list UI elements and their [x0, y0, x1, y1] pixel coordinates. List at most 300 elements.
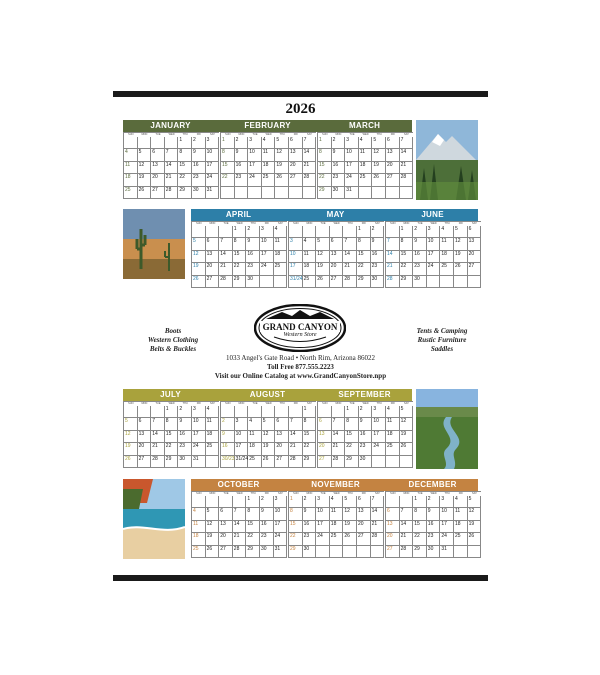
- day-number: 12: [193, 250, 199, 257]
- day-number: 29: [346, 455, 352, 462]
- weekday-header: SUN: [322, 402, 328, 405]
- day-number: 18: [387, 430, 393, 437]
- day-number: 21: [290, 443, 296, 450]
- day-cell: [124, 149, 138, 161]
- day-number: 28: [165, 186, 172, 193]
- month-grid: [220, 401, 316, 468]
- day-number: 22: [319, 174, 325, 181]
- day-cell: [289, 226, 303, 238]
- day-number: 4: [249, 418, 252, 425]
- day-number: 20: [152, 174, 158, 181]
- day-cell: [206, 456, 220, 468]
- day-cell: [206, 226, 220, 238]
- day-cell: [124, 162, 138, 174]
- day-cell: [262, 456, 276, 468]
- day-cell: [235, 456, 249, 468]
- day-cell: [221, 406, 235, 418]
- day-number: 3: [373, 406, 377, 412]
- day-cell: [332, 137, 346, 149]
- service-item: Saddles: [430, 345, 454, 353]
- weekday-header: MON: [403, 222, 410, 225]
- day-cell: [359, 418, 373, 430]
- day-cell: [343, 276, 357, 288]
- day-number: 26: [455, 263, 461, 270]
- day-number: 6: [319, 418, 322, 425]
- weekday-header: WED: [236, 492, 243, 495]
- day-cell: [440, 263, 454, 275]
- day-number: 8: [290, 508, 293, 515]
- day-cell: [289, 137, 303, 149]
- month-name: SEPTEMBER: [338, 390, 391, 399]
- month-name: AUGUST: [249, 390, 286, 399]
- day-cell: [233, 263, 247, 275]
- day-cell: [357, 226, 371, 238]
- day-cell: [206, 137, 220, 149]
- day-number: 4: [303, 238, 307, 245]
- day-number: 10: [427, 238, 434, 245]
- day-number: 21: [400, 533, 407, 540]
- weekday-header: FRI: [361, 222, 366, 225]
- day-cell: [289, 546, 303, 558]
- day-number: 2: [193, 137, 196, 143]
- day-number: 4: [330, 496, 334, 502]
- day-number: 9: [261, 508, 264, 515]
- weekday-header: SAT: [210, 402, 215, 405]
- month-band: [123, 389, 412, 401]
- day-cell: [359, 137, 373, 149]
- weekday-header: THU: [376, 133, 382, 136]
- day-number: 14: [400, 149, 407, 156]
- day-cell: [151, 174, 165, 186]
- day-cell: [330, 546, 344, 558]
- day-number: 9: [222, 430, 225, 437]
- weekday-header: FRI: [293, 402, 298, 405]
- day-number: 27: [319, 455, 325, 462]
- day-cell: [124, 137, 138, 149]
- day-number: 18: [455, 520, 461, 527]
- day-number: 23: [414, 263, 420, 270]
- day-number: 20: [330, 263, 337, 270]
- day-cell: [262, 174, 276, 186]
- day-cell: [206, 162, 220, 174]
- weekday-header: WED: [430, 492, 437, 495]
- day-cell: [332, 443, 346, 455]
- day-cell: [262, 443, 276, 455]
- day-cell: [330, 276, 344, 288]
- day-cell: [151, 137, 165, 149]
- day-cell: [221, 431, 235, 443]
- day-number: 31: [274, 545, 281, 552]
- day-cell: [318, 431, 332, 443]
- day-cell: [316, 521, 330, 533]
- day-number: 12: [262, 430, 269, 437]
- day-number: 2: [247, 226, 251, 232]
- day-cell: [233, 546, 247, 558]
- day-number: 12: [138, 161, 145, 168]
- day-number: 30/23: [222, 455, 235, 462]
- day-number: 4: [387, 406, 390, 412]
- day-number: 6: [387, 508, 390, 515]
- day-cell: [400, 521, 414, 533]
- day-number: 25: [441, 263, 447, 270]
- day-number: 12: [206, 520, 213, 527]
- day-cell: [235, 406, 249, 418]
- weekday-header: TUE: [417, 222, 423, 225]
- day-cell: [219, 508, 233, 520]
- calendar-year: 2026: [285, 101, 316, 117]
- day-cell: [151, 456, 165, 468]
- day-number: 24: [261, 263, 267, 270]
- day-cell: [386, 187, 400, 199]
- day-cell: [468, 508, 482, 520]
- day-cell: [316, 226, 330, 238]
- day-cell: [413, 508, 427, 520]
- day-cell: [138, 406, 152, 418]
- day-cell: [151, 418, 165, 430]
- day-number: 3: [235, 418, 239, 425]
- day-cell: [178, 174, 192, 186]
- day-cell: [303, 149, 317, 161]
- service-item: Belts & Buckles: [149, 345, 197, 353]
- day-number: 25: [455, 533, 461, 540]
- day-cell: [248, 174, 262, 186]
- day-number: 7: [371, 496, 375, 502]
- day-cell: [318, 406, 332, 418]
- day-cell: [192, 226, 206, 238]
- day-cell: [332, 418, 346, 430]
- day-number: 21: [152, 443, 158, 450]
- day-number: 28: [332, 455, 339, 462]
- day-number: 1: [233, 226, 237, 232]
- day-cell: [138, 137, 152, 149]
- day-number: 30: [371, 275, 378, 282]
- day-number: 8: [179, 149, 183, 156]
- day-number: 6: [290, 137, 293, 143]
- day-number: 9: [193, 149, 196, 156]
- day-cell: [260, 546, 274, 558]
- day-cell: [235, 443, 249, 455]
- day-cell: [165, 187, 179, 199]
- day-cell: [124, 456, 138, 468]
- weekday-header: THU: [444, 492, 450, 495]
- day-cell: [303, 521, 317, 533]
- day-cell: [318, 149, 332, 161]
- day-number: 22: [358, 263, 364, 270]
- day-cell: [275, 149, 289, 161]
- day-cell: [178, 418, 192, 430]
- day-number: 29: [319, 186, 325, 193]
- weekday-header: TUE: [417, 492, 423, 495]
- month-grid: [123, 401, 219, 468]
- day-number: 1: [346, 406, 349, 412]
- day-number: 30: [261, 545, 267, 552]
- month-band: [123, 120, 412, 132]
- day-number: 13: [206, 250, 213, 257]
- day-number: 25: [274, 263, 281, 270]
- day-cell: [303, 137, 317, 149]
- day-cell: [192, 137, 206, 149]
- month-grid: [191, 491, 287, 558]
- day-number: 8: [222, 149, 225, 156]
- weekday-header: THU: [347, 222, 353, 225]
- day-cell: [165, 418, 179, 430]
- day-cell: [303, 263, 317, 275]
- day-cell: [343, 226, 357, 238]
- day-number: 8: [358, 238, 361, 245]
- day-number: 14: [344, 250, 350, 257]
- day-number: 29: [179, 186, 185, 193]
- day-number: 8: [233, 238, 237, 245]
- day-cell: [262, 137, 276, 149]
- month-name: APRIL: [225, 210, 252, 219]
- day-cell: [289, 431, 303, 443]
- day-cell: [124, 418, 138, 430]
- day-number: 17: [274, 520, 281, 527]
- day-cell: [386, 533, 400, 545]
- day-cell: [274, 263, 288, 275]
- weekday-header: WED: [333, 222, 340, 225]
- day-number: 1: [319, 137, 322, 143]
- day-cell: [357, 533, 371, 545]
- day-cell: [372, 443, 386, 455]
- day-number: 29: [358, 275, 364, 282]
- day-cell: [400, 546, 414, 558]
- day-number: 2: [371, 226, 375, 232]
- day-number: 11: [193, 520, 199, 527]
- day-number: 21: [220, 263, 226, 270]
- day-number: 11: [262, 149, 268, 156]
- day-number: 2: [414, 226, 417, 232]
- day-number: 11: [455, 508, 461, 515]
- month-grid: [220, 132, 316, 199]
- weekday-header: MON: [209, 492, 216, 495]
- day-number: 26: [317, 275, 323, 282]
- day-cell: [221, 149, 235, 161]
- day-cell: [454, 276, 468, 288]
- day-number: 22: [400, 263, 407, 270]
- day-number: 25: [249, 455, 255, 462]
- store-catalog: Visit our Online Catalog at www.GrandCanyonStore.npp: [214, 372, 387, 380]
- day-cell: [303, 508, 317, 520]
- day-cell: [345, 174, 359, 186]
- day-cell: [330, 226, 344, 238]
- day-cell: [318, 443, 332, 455]
- day-number: 23: [427, 533, 434, 540]
- weekday-header: TUE: [155, 402, 161, 405]
- day-number: 21: [371, 520, 378, 527]
- day-cell: [275, 406, 289, 418]
- month-name: FEBRUARY: [244, 121, 291, 130]
- day-cell: [303, 456, 317, 468]
- weekday-header: THU: [279, 133, 285, 136]
- day-cell: [303, 418, 317, 430]
- day-number: 16: [303, 520, 310, 527]
- weekday-header: WED: [333, 492, 340, 495]
- day-number: 28: [152, 455, 158, 462]
- weekday-header: THU: [182, 133, 188, 136]
- day-number: 5: [373, 137, 377, 143]
- day-number: 20: [387, 533, 393, 540]
- day-cell: [468, 226, 482, 238]
- day-cell: [206, 174, 220, 186]
- day-cell: [386, 263, 400, 275]
- day-cell: [233, 276, 247, 288]
- month-grid: [123, 132, 219, 199]
- day-cell: [289, 508, 303, 520]
- day-number: 23: [261, 533, 267, 540]
- service-item: Rustic Furniture: [417, 336, 467, 344]
- day-number: 13: [290, 149, 296, 156]
- weekday-header: SUN: [225, 402, 231, 405]
- day-number: 12: [317, 250, 323, 257]
- day-cell: [289, 521, 303, 533]
- mountain-photo: [416, 120, 478, 200]
- day-number: 17: [206, 161, 213, 168]
- day-cell: [386, 546, 400, 558]
- weekday-header: TUE: [252, 133, 258, 136]
- day-cell: [427, 521, 441, 533]
- day-cell: [413, 263, 427, 275]
- day-number: 10: [261, 238, 267, 245]
- day-cell: [318, 187, 332, 199]
- day-cell: [413, 276, 427, 288]
- day-cell: [206, 533, 220, 545]
- weekday-header: MON: [335, 402, 342, 405]
- day-cell: [275, 418, 289, 430]
- month-name: DECEMBER: [408, 480, 457, 489]
- day-number: 19: [468, 520, 475, 527]
- day-number: 7: [332, 418, 336, 425]
- weekday-header: SAT: [472, 222, 477, 225]
- day-number: 18: [441, 250, 447, 257]
- day-cell: [165, 431, 179, 443]
- day-number: 2: [359, 406, 363, 412]
- day-cell: [289, 162, 303, 174]
- day-number: 13: [276, 430, 282, 437]
- day-cell: [233, 533, 247, 545]
- weekday-header: MON: [306, 492, 313, 495]
- day-number: 20: [387, 161, 393, 168]
- day-number: 31/24: [235, 455, 249, 462]
- day-cell: [386, 496, 400, 508]
- day-cell: [206, 149, 220, 161]
- day-number: 10: [373, 418, 379, 425]
- day-cell: [468, 496, 482, 508]
- day-cell: [275, 162, 289, 174]
- day-cell: [138, 149, 152, 161]
- saguaro-photo: [123, 209, 185, 279]
- day-cell: [371, 533, 385, 545]
- weekday-header: SAT: [278, 222, 283, 225]
- month-name: MARCH: [348, 121, 381, 130]
- day-number: 21: [344, 263, 350, 270]
- day-cell: [219, 263, 233, 275]
- day-cell: [248, 162, 262, 174]
- day-number: 9: [303, 508, 307, 515]
- day-cell: [440, 496, 454, 508]
- weekday-header: THU: [376, 402, 382, 405]
- day-cell: [400, 149, 414, 161]
- day-cell: [192, 521, 206, 533]
- day-cell: [359, 456, 373, 468]
- day-cell: [386, 251, 400, 263]
- day-number: 7: [220, 238, 223, 245]
- weekday-header: SAT: [472, 492, 477, 495]
- day-number: 16: [247, 250, 253, 257]
- day-cell: [178, 149, 192, 161]
- day-number: 13: [468, 238, 475, 245]
- day-number: 2: [222, 418, 225, 425]
- day-number: 14: [233, 520, 240, 527]
- day-cell: [330, 521, 344, 533]
- day-cell: [332, 431, 346, 443]
- day-cell: [151, 187, 165, 199]
- day-cell: [221, 443, 235, 455]
- day-number: 3: [261, 226, 264, 232]
- day-cell: [274, 496, 288, 508]
- day-number: 18: [359, 161, 366, 168]
- day-number: 19: [206, 533, 213, 540]
- bottom-bar: [113, 575, 488, 581]
- day-number: 20: [358, 520, 364, 527]
- day-number: 7: [400, 137, 404, 143]
- weekday-header: FRI: [458, 492, 463, 495]
- day-number: 28: [344, 275, 350, 282]
- day-cell: [427, 263, 441, 275]
- day-cell: [345, 418, 359, 430]
- weekday-header: FRI: [361, 492, 366, 495]
- day-cell: [303, 226, 317, 238]
- day-cell: [235, 174, 249, 186]
- day-number: 10: [193, 418, 199, 425]
- day-cell: [386, 456, 400, 468]
- day-cell: [303, 406, 317, 418]
- day-cell: [400, 496, 414, 508]
- day-cell: [332, 187, 346, 199]
- day-number: 31/24: [290, 275, 303, 282]
- day-cell: [246, 263, 260, 275]
- day-number: 11: [206, 418, 212, 425]
- day-cell: [192, 418, 206, 430]
- day-number: 7: [152, 418, 155, 425]
- day-number: 1: [414, 496, 417, 502]
- day-number: 6: [152, 149, 155, 156]
- day-cell: [289, 238, 303, 250]
- day-number: 6: [220, 508, 223, 515]
- weekday-header: THU: [250, 492, 256, 495]
- day-number: 17: [373, 430, 379, 437]
- day-cell: [345, 162, 359, 174]
- day-number: 18: [206, 430, 213, 437]
- day-cell: [289, 456, 303, 468]
- weekday-header: FRI: [196, 402, 201, 405]
- day-cell: [357, 263, 371, 275]
- day-number: 10: [249, 149, 255, 156]
- day-number: 31: [441, 545, 447, 552]
- weekday-header: THU: [279, 402, 285, 405]
- service-item: Boots: [164, 327, 182, 335]
- month-grid: [288, 491, 384, 558]
- day-number: 26: [344, 533, 350, 540]
- day-cell: [345, 137, 359, 149]
- day-cell: [371, 521, 385, 533]
- day-number: 22: [303, 443, 310, 450]
- day-number: 22: [222, 174, 228, 181]
- day-number: 6: [330, 238, 334, 245]
- day-number: 16: [359, 430, 366, 437]
- day-number: 20: [319, 443, 325, 450]
- beach-photo: [123, 479, 185, 559]
